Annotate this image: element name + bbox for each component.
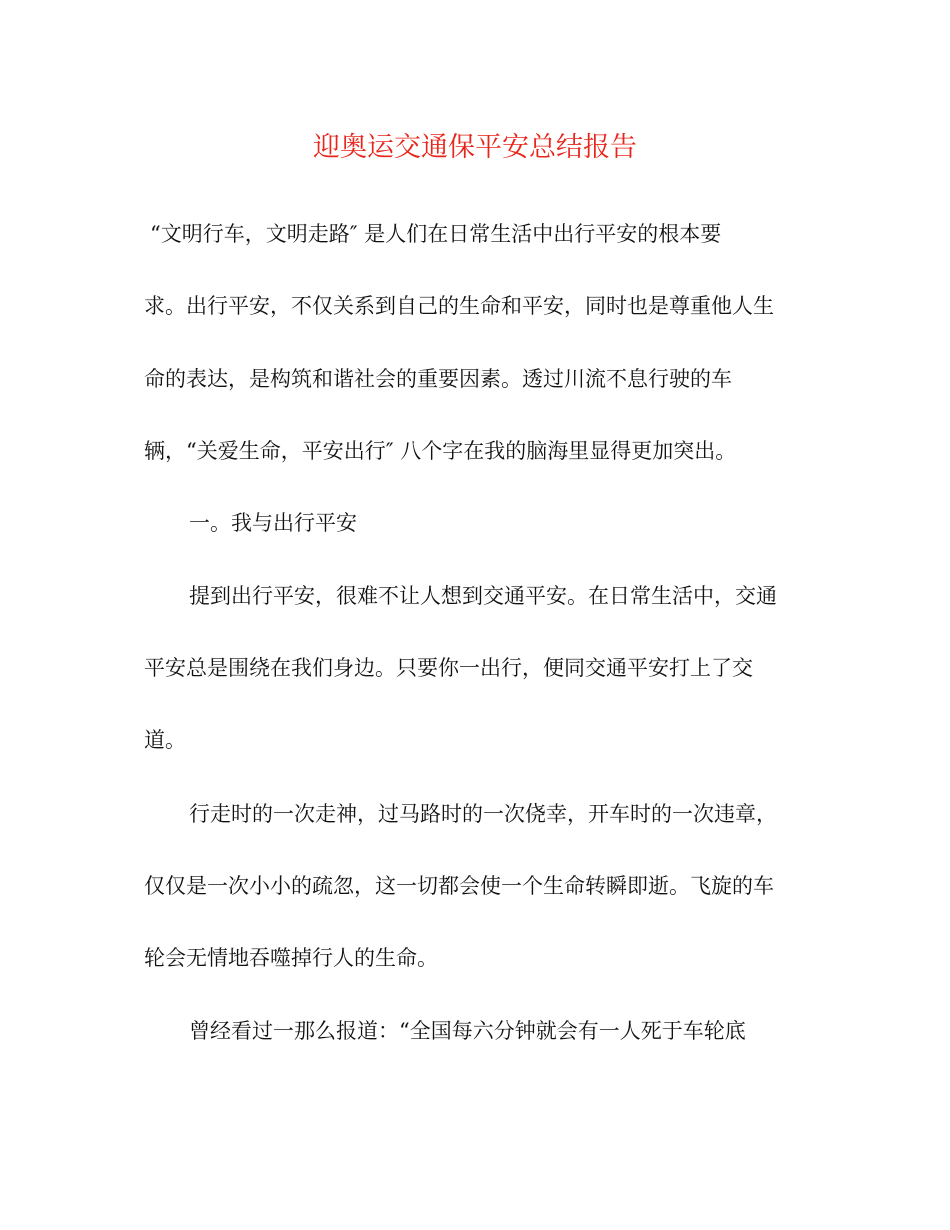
paragraph-line-7: 平安总是围绕在我们身边。只要你一出行，便同交通平安打上了交 (144, 656, 753, 680)
paragraph-line-12: 曾经看过一那么报道：“全国每六分钟就会有一人死于车轮底 (189, 1019, 746, 1043)
document-title: 迎奥运交通保平安总结报告 (313, 132, 637, 163)
paragraph-line-10: 仅仅是一次小小的疏忽，这一切都会使一个生命转瞬即逝。飞旋的车 (144, 874, 774, 898)
section-heading: 一。我与出行平安 (189, 511, 357, 535)
paragraph-line-4: 辆，“关爱生命，平安出行″ 八个字在我的脑海里显得更加突出。 (144, 439, 737, 463)
paragraph-line-6: 提到出行平安，很难不让人想到交通平安。在日常生活中，交通 (189, 584, 777, 608)
paragraph-line-3: 命的表达，是构筑和谐社会的重要因素。透过川流不息行驶的车 (144, 367, 732, 391)
paragraph-line-1: “文明行车，文明走路″ 是人们在日常生活中出行平安的根本要 (150, 222, 722, 246)
paragraph-line-8: 道。 (144, 728, 186, 752)
paragraph-line-11: 轮会无情地吞噬掉行人的生命。 (144, 946, 438, 970)
paragraph-line-9: 行走时的一次走神，过马路时的一次侥幸，开车时的一次违章， (189, 802, 777, 826)
paragraph-line-2: 求。出行平安，不仅关系到自己的生命和平安，同时也是尊重他人生 (144, 294, 774, 318)
